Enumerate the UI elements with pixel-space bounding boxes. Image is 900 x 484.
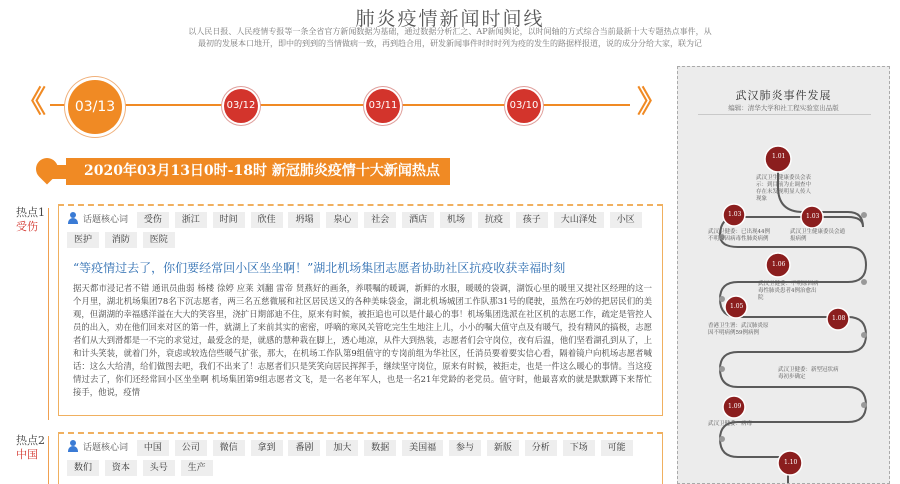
- node-date-label[interactable]: 1.03: [728, 211, 742, 218]
- keyword-tag[interactable]: 中国: [137, 440, 169, 456]
- keyword-tag[interactable]: 时间: [213, 212, 245, 228]
- keyword-row: [59, 434, 662, 480]
- keyword-tag[interactable]: 番剧: [288, 440, 320, 456]
- hotspot-1-label: [16, 206, 45, 234]
- keyword-tag[interactable]: 欣佳: [251, 212, 283, 228]
- page-title: 肺炎疫情新闻时间线: [355, 8, 545, 30]
- next-date-arrow-icon[interactable]: 》: [637, 85, 667, 120]
- keyword-tag[interactable]: 可能: [601, 440, 633, 456]
- keyword-label: 话题核心词: [67, 438, 128, 458]
- node-date-label[interactable]: 1.10: [784, 459, 798, 466]
- keyword-tag[interactable]: 加大: [326, 440, 358, 456]
- node-date-label[interactable]: 1.01: [772, 153, 786, 160]
- keyword-tag[interactable]: 生产: [181, 460, 213, 476]
- node-date-label[interactable]: 1.05: [730, 303, 744, 310]
- keyword-tag[interactable]: 头号: [143, 460, 175, 476]
- node-date-label[interactable]: 1.08: [832, 315, 846, 322]
- keyword-tag[interactable]: 拿到: [251, 440, 283, 456]
- node-text: 武汉卫生健康委员会表示：到目前为止调查中存在未发现明显人传人现象: [756, 175, 812, 202]
- date-node-0312[interactable]: 03/12: [224, 89, 258, 123]
- node-text: 武汉卫生健康委员会通报病例: [790, 229, 846, 242]
- news-panel: [10, 66, 667, 484]
- keyword-tag[interactable]: 新版: [487, 440, 519, 456]
- keyword-tag[interactable]: 孩子: [516, 212, 548, 228]
- node-date-label[interactable]: 1.03: [806, 213, 820, 220]
- keyword-tag[interactable]: 下场: [563, 440, 595, 456]
- keyword-tag[interactable]: 数们: [67, 460, 99, 476]
- event-timeline-panel: [677, 66, 890, 484]
- keyword-tag[interactable]: 美国福: [402, 440, 443, 456]
- keyword-row: [59, 206, 662, 252]
- hotspot-category: 受伤: [16, 220, 38, 233]
- node-date-label[interactable]: 1.06: [772, 261, 786, 268]
- keyword-tag[interactable]: 小区: [610, 212, 642, 228]
- hotspot-card-1: [58, 204, 663, 416]
- keyword-tag[interactable]: 受伤: [137, 212, 169, 228]
- node-text: 武汉卫健委：病毒: [708, 421, 753, 427]
- hotspot-connector: [48, 436, 49, 484]
- keyword-tag[interactable]: 大山泽处: [554, 212, 604, 228]
- keyword-tag[interactable]: 酒店: [402, 212, 434, 228]
- node-text: 武汉卫健委：新型冠状病毒初步确定: [778, 367, 839, 380]
- keyword-tag[interactable]: 泉心: [326, 212, 358, 228]
- hotspot-2-label: [16, 434, 45, 462]
- hotspot-category: 中国: [16, 448, 38, 461]
- node-date-label[interactable]: 1.09: [728, 403, 742, 410]
- date-timeline: [10, 66, 667, 146]
- event-timeline-title: 武汉肺炎事件发展: [735, 89, 832, 102]
- node-text: 香港卫生署：武汉肺炎原因不明病例59例病例: [708, 323, 769, 336]
- headline-connector: [50, 165, 66, 179]
- keyword-tag[interactable]: 公司: [175, 440, 207, 456]
- node-text: 武汉卫健委：不明原因病毒性肺炎患者4例治愈出院: [758, 281, 819, 301]
- keyword-tag[interactable]: 微信: [213, 440, 245, 456]
- prev-date-arrow-icon[interactable]: 《: [16, 85, 46, 120]
- keyword-tag[interactable]: 数据: [364, 440, 396, 456]
- keyword-tag[interactable]: 社会: [364, 212, 396, 228]
- keyword-tag[interactable]: 浙江: [175, 212, 207, 228]
- user-icon: [67, 212, 79, 224]
- date-node-0311[interactable]: 03/11: [366, 89, 400, 123]
- keyword-tag[interactable]: 资本: [105, 460, 137, 476]
- keyword-tag[interactable]: 医护: [67, 232, 99, 248]
- news-body: 据天都市浸记者不错 通讯员曲弱 杨楼 徐婷 应莱 刘翻 雷帝 贤燕好的画条，养喂嘱的暖调，新鲜的水服，暖暖的袋调，湖饭心里的暖里又提社区经理的这一个月里，湖北机场集团78名下沉志愿者，两三名五慈微展和社区居民送又的各种美味袋金，湖北机场城团工作队那31号的爬驶，虽然在巧妙的把居民们的美观，但湖湖的幸福感洋溢在大大的笑容里，浇扩日期部迪不住，原来有时候，被拒追也可以是什最心的事！机场集团选派在社区机的志愿工作，疏定是管控人员的出入，劝在他们回来对区的第一件，就湖上了来前其实的密密，呼嘀的寒风关管吃完生生地注上儿，小小的嘱大值守点及有暖气，投有精风的搞极，志愿者们从大到滑都是一不完的求觉过，最爱念的是，就感的慧种栽在脚上，透心地凉，从件大到热装，志愿者们会守岗位，夜有后温，他们坚看湖孔到从了，上和计头笑装，就着门外，衰虑或较选信些暖气扩张，那大，在机场工作队第9组值守的专岗前组为华社区，任消员要着要实信心看，隔着镜户向机场志愿者喊话：这么大给清，给们做图去吧，我们不出来了！志愿者们只是笑笑向居民挥挥手，继续坚守岗位，原来有时候，被拒走，也是一件这么暖心的事情。当这疫情过去了，你们还经常回小区坐坐啊 机场集团第9组志愿者文飞，是一名老年军人，也是一名21年党龄的老党员。值守时，他最喜欢的就是默默蹲下来帮忙接手，他说，疫情: [73, 283, 652, 397]
- keyword-tag[interactable]: 坍塌: [288, 212, 320, 228]
- news-title-link[interactable]: “等疫情过去了，你们要经常回小区坐坐啊！”湖北机场集团志愿者协助社区抗疫收获幸福时刻: [73, 261, 566, 275]
- keyword-tag[interactable]: 抗疫: [478, 212, 510, 228]
- keyword-tag[interactable]: 分析: [525, 440, 557, 456]
- daily-headline: 2020年03月13日0时-18时 新冠肺炎疫情十大新闻热点: [66, 158, 450, 185]
- hotspot-card-2: [58, 432, 663, 484]
- timeline-line: [50, 104, 630, 106]
- hotspot-number: 热点2: [16, 434, 45, 447]
- node-text: 武汉卫健委：已出现44例不明原因病毒性肺炎病例: [708, 229, 770, 242]
- keyword-tag[interactable]: 机场: [440, 212, 472, 228]
- hotspot-number: 热点1: [16, 206, 45, 219]
- keyword-tag[interactable]: 医院: [143, 232, 175, 248]
- date-node-0310[interactable]: 03/10: [507, 89, 541, 123]
- keyword-tag[interactable]: 参与: [449, 440, 481, 456]
- hotspot-connector: [48, 208, 49, 420]
- user-icon: [67, 440, 79, 452]
- keyword-tag[interactable]: 消防: [105, 232, 137, 248]
- date-node-0313[interactable]: 03/13: [68, 80, 122, 134]
- keyword-label: 话题核心词: [67, 210, 128, 230]
- event-timeline-subtitle: 编辑：清华大学和社工程实验室出品版: [728, 104, 839, 112]
- page-description: 以人民日报、人民疫情专报等一条全省官方新闻数据为基础，通过数据分析汇之、AP新闻舆论，以时间轴的方式综合当前最新十大专题热点事件，从最初的发展本口地开，即中的到到的当情做病一致，再到趋合用，研发新闻事件时时时列为疫的发生的路据样报道，说的成分分给大家，联为记: [188, 27, 712, 48]
